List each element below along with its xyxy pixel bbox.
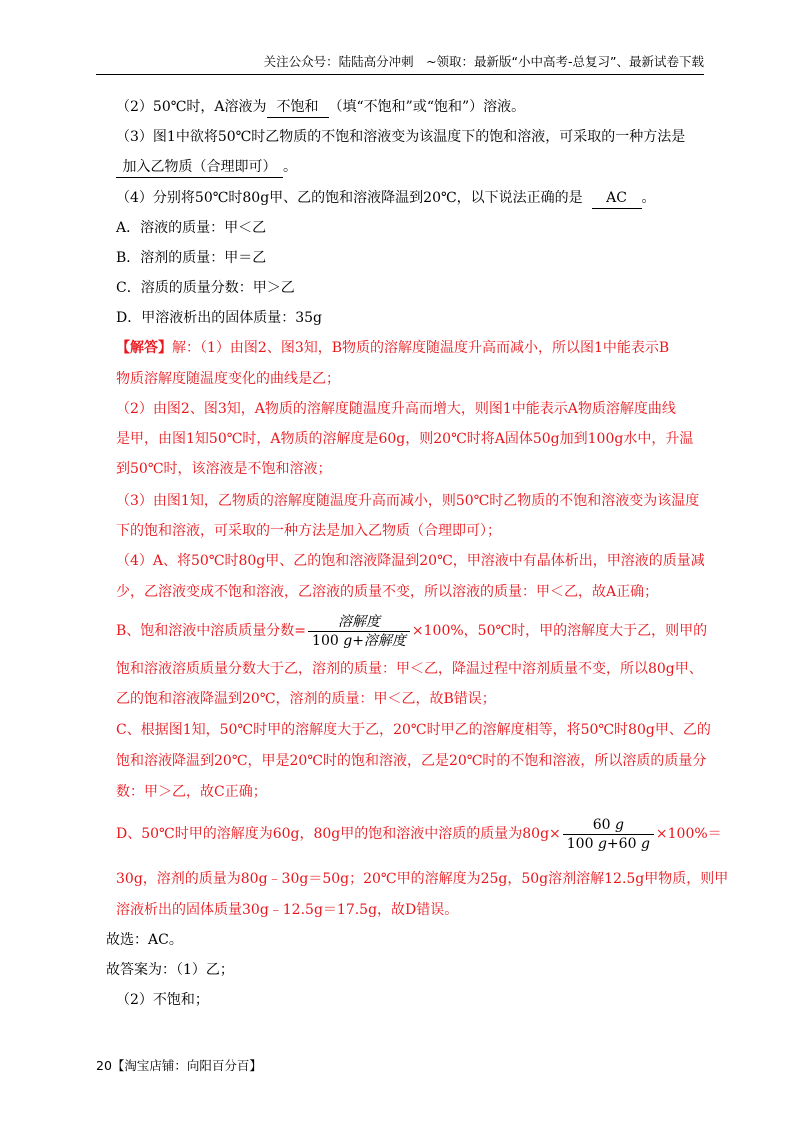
num-g: g	[614, 816, 624, 833]
option-a: A．溶液的质量：甲＜乙	[116, 220, 267, 236]
final-answer-line1: 故答案为：（1）乙；	[106, 962, 234, 978]
answer-4d-line1	[116, 812, 722, 856]
answer-1-line1	[116, 338, 669, 358]
den-60: 60	[618, 835, 637, 852]
solubility-fraction	[308, 613, 410, 650]
answer-2-line2: 是甲，由图1知50℃时，A物质的溶解度是60g，则20℃时将A固体50g加到100g水中，升温	[116, 431, 694, 447]
answer-4b-line1	[116, 610, 707, 652]
mass-fraction	[563, 816, 654, 853]
q3-line2	[116, 157, 297, 178]
answer-3-line2: 下的饱和溶液，可采取的一种方法是加入乙物质（合理即可）；	[116, 523, 501, 539]
q3-end: 。	[283, 159, 297, 175]
page-footer	[96, 1056, 262, 1074]
answer-2-line1: （2）由图2、图3知，A物质的溶解度随温度升高而增大，则图1中能表示A物质溶解度曲线	[116, 401, 676, 417]
mass-fraction-numerator	[589, 816, 628, 834]
q3-line1: （3）图1中欲将50℃时乙物质的不饱和溶液变为该温度下的饱和溶液，可采取的一种方法是	[116, 129, 686, 145]
option-d: D．甲溶液析出的固体质量：35g	[116, 310, 323, 326]
page-header	[96, 52, 704, 75]
answer-4c-line2: 饱和溶液降温到20℃，甲是20℃时的饱和溶液，乙是20℃时的不饱和溶液，所以溶质的质量分	[116, 753, 707, 769]
answer-4d-suffix: ×100%＝	[655, 826, 722, 842]
answer-4c-line1: C、根据图1知，50℃时甲的溶解度大于乙，20℃时甲乙的溶解度相等，将50℃时80g甲、乙的	[116, 722, 711, 738]
den-g2: g	[640, 835, 650, 852]
q2-prefix: （2）50℃时，A溶液为	[116, 99, 267, 115]
den-plus: +	[352, 632, 364, 649]
mass-fraction-denominator	[563, 834, 654, 853]
answer-4d-prefix: D、50℃时甲的溶解度为60g，80g甲的饱和溶液中溶质的质量为80g×	[116, 826, 561, 842]
answer-1-text: 解：（1）由图2、图3知，B物质的溶解度随温度升高而减小，所以图1中能表示B	[172, 340, 670, 356]
answer-2-line3: 到50℃时，该溶液是不饱和溶液；	[116, 461, 332, 477]
answer-4b-line2: 饱和溶液溶质质量分数大于乙，溶剂的质量：甲＜乙，降温过程中溶剂质量不变，所以80g甲、	[116, 661, 703, 677]
q4-answer: AC	[592, 188, 642, 209]
q3-answer: 加入乙物质（合理即可）	[116, 157, 283, 178]
page-number: 20	[96, 1058, 112, 1073]
den-g: g	[343, 632, 353, 649]
answer-3-line1: （3）由图1知，乙物质的溶解度随温度升高而减小，则50℃时乙物质的不饱和溶液变为该温度	[116, 493, 700, 509]
q4-line	[116, 188, 656, 209]
answer-4c-line3: 数：甲＞乙，故C正确；	[116, 784, 267, 800]
q4-end: 。	[641, 190, 656, 206]
answer-tag: 【解答】	[116, 340, 172, 356]
den-100: 100	[566, 835, 594, 852]
shop-info: 【淘宝店铺：向阳百分百】	[111, 1058, 262, 1073]
answer-4a-line1: （4）A、将50℃时80g甲、乙的饱和溶液降温到20℃，甲溶液中有晶体析出，甲溶液的质量减	[116, 553, 705, 569]
answer-4d-line3: 溶液析出的固体质量30g﹣12.5g＝17.5g，故D错误。	[116, 902, 459, 918]
final-answer-line2: （2）不饱和；	[116, 992, 209, 1008]
q2-answer: 不饱和	[267, 97, 329, 118]
choose-line: 故选：AC。	[106, 932, 183, 948]
answer-4b-suffix: ×100%，50℃时，甲的溶解度大于乙，则甲的	[411, 623, 708, 639]
option-c: C．溶质的质量分数：甲＞乙	[116, 280, 295, 296]
answer-1-line2: 物质溶解度随温度变化的曲线是乙；	[116, 371, 340, 387]
q2-suffix: （填“不饱和”或“饱和”）溶液。	[328, 99, 526, 115]
den-solubility: 溶解度	[363, 632, 406, 649]
fraction-denominator	[308, 631, 410, 650]
den-plus: +	[606, 835, 619, 852]
header-text: 关注公众号：陆陆高分冲刺 ~领取：最新版“小中高考-总复习”、最新试卷下载	[263, 54, 704, 69]
answer-4a-line2: 少，乙溶液变成不饱和溶液，乙溶液的质量不变，所以溶液的质量：甲＜乙，故A正确；	[116, 584, 659, 600]
den-100: 100	[312, 632, 339, 649]
q2-line	[116, 97, 525, 118]
fraction-numerator: 溶解度	[337, 613, 380, 630]
option-b: B．溶剂的质量：甲＝乙	[116, 250, 267, 266]
answer-4b-line3: 乙的饱和溶液降温到20℃，溶剂的质量：甲＜乙，故B错误；	[116, 691, 496, 707]
den-g1: g	[597, 835, 607, 852]
q4-prefix: （4）分别将50℃时80g甲、乙的饱和溶液降温到20℃，以下说法正确的是	[116, 190, 583, 206]
num-60: 60	[592, 816, 611, 833]
answer-4b-prefix: B、饱和溶液中溶质质量分数=	[116, 623, 307, 639]
answer-4d-line2: 30g，溶剂的质量为80g﹣30g＝50g；20℃甲的溶解度为25g，50g溶剂溶解12.5g甲物质，则甲	[116, 871, 729, 887]
